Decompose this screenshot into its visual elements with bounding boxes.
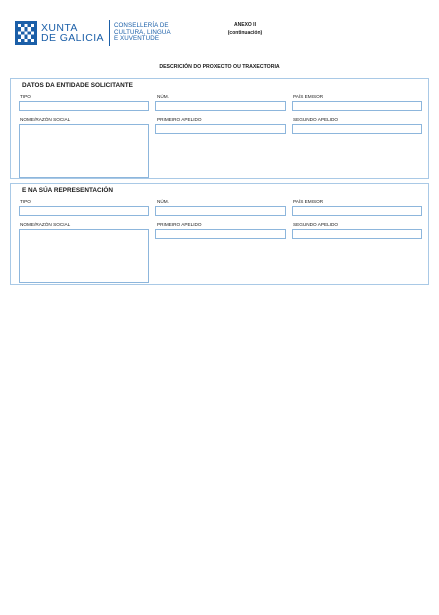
section-title: DATOS DA ENTIDADE SOLICITANTE [22, 82, 133, 89]
annex-heading [200, 22, 290, 37]
primeiro-apelido-label: PRIMEIRO APELIDO [157, 117, 202, 122]
department-name [114, 23, 171, 43]
pais-emisor-label: PAÍS EMISOR [293, 199, 324, 204]
segundo-apelido-label: SEGUNDO APELIDO [293, 117, 339, 122]
segundo-apelido-label: SEGUNDO APELIDO [293, 222, 339, 227]
annex-title: ANEXO II [234, 22, 256, 28]
nome-razon-social-field[interactable] [19, 229, 149, 283]
tipo-label: TIPO [20, 199, 31, 204]
nome-razon-social-label: NOME/RAZÓN SOCIAL [20, 222, 71, 227]
tipo-field[interactable] [19, 101, 149, 111]
nome-razon-social-label: NOME/RAZÓN SOCIAL [20, 117, 71, 122]
primeiro-apelido-field[interactable] [155, 124, 286, 134]
pais-emisor-field[interactable] [292, 101, 422, 111]
department-line-2: CULTURA, LINGUA [113, 28, 171, 36]
xunta-crest-icon [15, 21, 37, 45]
section-title: E NA SÚA REPRESENTACIÓN [22, 187, 114, 194]
logo-line-2: DE GALICIA [41, 32, 104, 44]
tipo-field[interactable] [19, 206, 149, 216]
logo-wordmark [41, 23, 104, 44]
num-label: NÚM. [157, 199, 169, 204]
segundo-apelido-field[interactable] [292, 124, 422, 134]
pais-emisor-field[interactable] [292, 206, 422, 216]
representative-section [10, 183, 429, 285]
annex-subtitle: (continuación) [227, 29, 263, 36]
num-label: NÚM. [157, 94, 169, 99]
tipo-label: TIPO [20, 94, 31, 99]
document-title: DESCRICIÓN DO PROXECTO OU TRAXECTORIA [159, 64, 280, 70]
num-field[interactable] [155, 206, 286, 216]
primeiro-apelido-label: PRIMEIRO APELIDO [157, 222, 202, 227]
nome-razon-social-field[interactable] [19, 124, 149, 178]
num-field[interactable] [155, 101, 286, 111]
department-line-3: E XUVENTUDE [113, 35, 160, 43]
segundo-apelido-field[interactable] [292, 229, 422, 239]
pais-emisor-label: PAÍS EMISOR [293, 94, 324, 99]
applicant-data-section [10, 78, 429, 179]
logo-line-1: XUNTA [41, 21, 78, 34]
primeiro-apelido-field[interactable] [155, 229, 286, 239]
xunta-logo [15, 20, 171, 46]
logo-divider [109, 20, 110, 46]
department-line-1: CONSELLERÍA DE [113, 21, 169, 29]
